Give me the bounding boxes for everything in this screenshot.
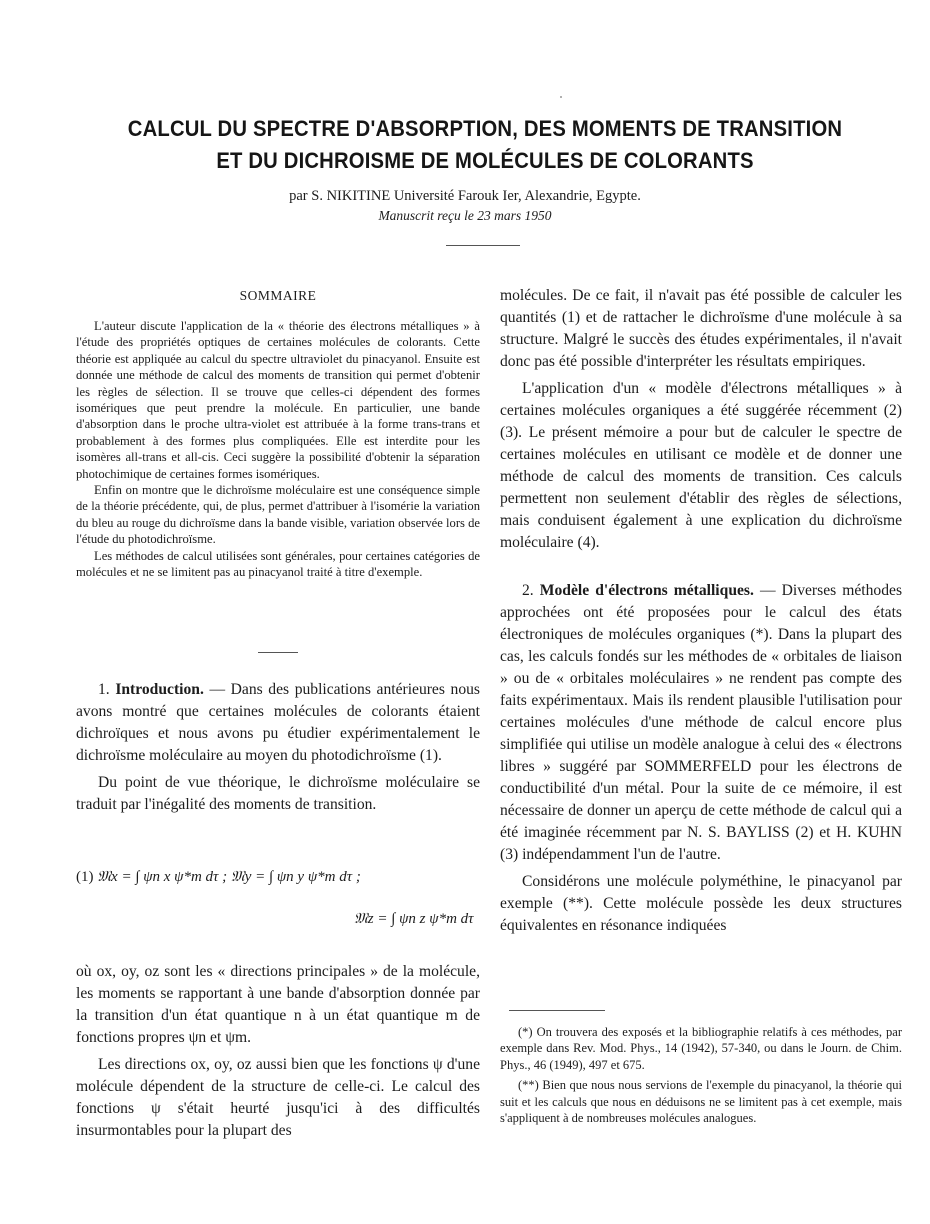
right-column [500,285,902,937]
section-2-paragraph [500,580,902,866]
footnote: (**) Bien que nous nous servions de l'exemple du pinacyanol, la théorie qui suit et les calculs que nous en déduisons ne se limitent pas à cet exemple, mais s'appliquent à de nombreuses molécules analogues. [500,1078,902,1126]
section-title: Modèle d'électrons métalliques. [539,582,754,599]
right-paragraph-4: Considérons une molécule polyméthine, le pinacyanol par exemple (**). Cette molécule possède les deux structures équivalentes en résonance indiquées [500,873,902,934]
article-title [94,113,876,177]
abstract-divider [258,652,298,653]
right-paragraph-1: molécules. De ce fait, il n'avait pas été possible de calculer les quantités (1) et de rattacher le dichroïsme d'une molécule à sa structure. Malgré le succès des études expérimentales, il n'avait donc pas été possible d'interpréter les résultats empiriques. [500,287,902,370]
footnotes [500,1024,902,1130]
intro-paragraph-2: Du point de vue théorique, le dichroïsme moléculaire se traduit par l'inégalité des moments de transition. [76,774,480,813]
abstract [76,318,480,581]
equation-label: (1) [76,869,94,885]
intro-paragraph-1 [76,679,480,767]
intro-paragraph-4: Les directions ox, oy, oz aussi bien que les fonctions ψ d'une molécule dépendent de la structure de celle-ci. Le calcul des fonctions ψ s'était heurté jusqu'ici à des difficultés insurmontables pour la plupart des [76,1056,480,1139]
title-divider [446,245,520,246]
section-number: 1. [98,681,110,698]
equation-moment-z: 𝔐z = ∫ ψn z ψ*m dτ [354,911,474,927]
received-date: Manuscrit reçu le 23 mars 1950 [378,208,552,223]
footnote-divider [509,1010,605,1011]
footnote: (*) On trouvera des exposés et la bibliographie relatifs à ces méthodes, par exemple dans Rev. Mod. Phys., 14 (1942), 57-340, ou dans le Journ. de Chim. Phys., 46 (1949), 497 et 675. [500,1025,902,1072]
abstract-paragraph: Enfin on montre que le dichroïsme moléculaire est une conséquence simple de la théorie précédente, qui, de plus, permet d'attribuer à l'isomérie la variation du bleu au rouge du dichroïsme dans la bande visible, variation observée lors de l'étude du photodichroïsme. [76,483,480,547]
equation-moments-xy: 𝔐x = ∫ ψn x ψ*m dτ ; 𝔐y = ∫ ψn y ψ*m dτ ; [97,869,361,885]
sommaire-heading: SOMMAIRE [239,288,317,303]
intro-paragraph-3: où ox, oy, oz sont les « directions principales » de la molécule, les moments se rapportant à une bande d'absorption donnée par la transition d'un état quantique n à un état quantique m de fonctions propres ψn et ψm. [76,963,480,1046]
abstract-paragraph: L'auteur discute l'application de la « théorie des électrons métalliques » à l'étude des propriétés optiques de certaines molécules de colorants. Cette théorie est appliquée au calcul du spectre ultraviolet du pinacyanol. Ensuite est donnée une méthode de calcul des moments de transition qui permet d'obtenir les règles de sélection. Il se trouve que celles-ci dépendent des formes isomériques que peut prendre la molécule. En particulier, une bande d'absorption dans le proche ultra-violet est attribuée à la forme trans-trans et probablement à des formes plus compliquées. Elle est interdite pour les isomères all-trans et all-cis. Ceci suggère la possibilité d'obtenir la séparation photochimique de certaines formes isomériques. [76,319,480,481]
introduction-section [76,679,480,816]
speck [560,96,562,98]
right-paragraph-2: L'application d'un « modèle d'électrons métalliques » à certaines molécules organiques a été suggérée récemment (2) (3). Le présent mémoire a pour but de calculer le spectre de certaines molécules en utilisant ce modèle et de donner une méthode de calcul des moments de transition. Ces calculs permettent non seulement d'établir des règles de sélections, mais conduisent également à une explication du dichroïsme moléculaire (4). [500,380,902,551]
title-line-1: CALCUL DU SPECTRE D'ABSORPTION, DES MOMENTS DE TRANSITION [127,116,843,141]
section-number: 2. [522,582,534,599]
author-byline: par S. NIKITINE Université Farouk Ier, Alexandrie, Egypte. [289,188,641,204]
equation-1-line-2 [354,910,474,928]
section-2-text: — Diverses méthodes approchées ont été proposées pour le calcul des états électroniques de molécules organiques (*). Dans la plupart des cas, les calculs fondés sur les méthodes de « orbitales de liaison » ou de « orbitales moléculaires » ne rendent pas compte des faits expérimentaux. Mais ils rendent plausible l'utilisation pour certaines molécules d'une méthode de calcul encore plus simplifiée qui utilise un modèle analogue à celui des « électrons libres » suggéré par SOMMERFELD pour les électrons de conductibilité d'un métal. Pour la suite de ce mémoire, il est nécessaire de donner un aperçu de cette méthode de calcul qui a été imaginée récemment par N. S. BAYLISS (2) et H. KUHN (3) indépendamment l'un de l'autre. [500,582,903,863]
intro-text: — Dans des publications antérieures nous avons montré que certaines molécules de colorants étaient dichroïques et nous avons pu étudier expérimentalement le dichroïsme moléculaire au moyen du photodichroïsme (1). [76,681,480,764]
equation-1-line-1 [76,868,361,886]
section-title: Introduction. [115,681,204,698]
introduction-continued [76,961,480,1142]
abstract-paragraph: Les méthodes de calcul utilisées sont générales, pour certaines catégories de molécules et ne se limitent pas au pinacyanol traité à titre d'exemple. [76,548,480,580]
title-line-2: ET DU DICHROISME DE MOLÉCULES DE COLORANTS [216,148,754,173]
